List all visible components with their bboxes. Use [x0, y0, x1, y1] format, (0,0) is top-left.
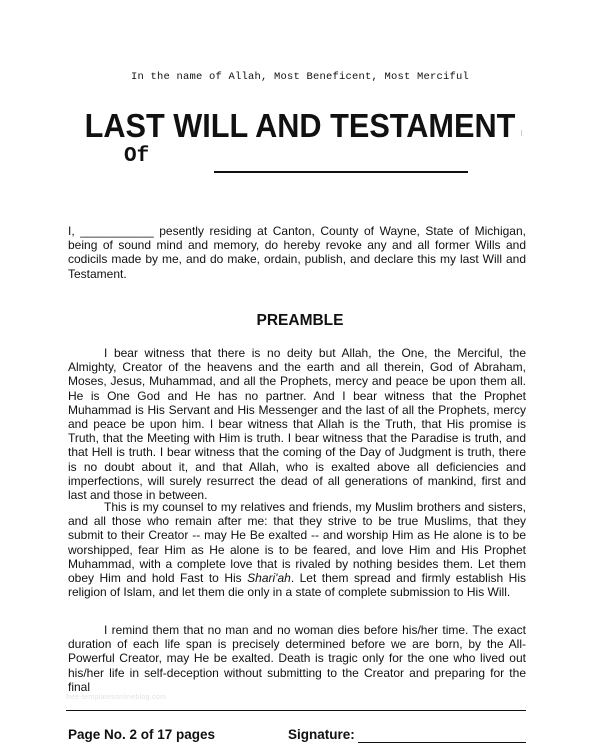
page-number: Page No. 2 of 17 pages	[68, 727, 216, 742]
preamble-paragraph-1: I bear witness that there is no deity but Allah, the One, the Merciful, the Almighty, Creator of the heavens and the earth and all therein, God of Abraham, Moses, Jesus, Muhammad, and all the Prophets, mercy and peace be upon them all. He is One God and He has no partner. And I bear witness that the Prophet Muhammad is His Servant and His Messenger and the last of all the Prophets, mercy and peace be upon him. I bear witness that Allah is the Truth, that His promise is Truth, that the Meeting with Him is truth. I bear witness that the Paradise is truth, and that Hell is truth. I bear witness that the coming of the Day of Judgment is truth, there is no doubt about it, and that Allah, who is exalted above all deficiencies and imperfections, will surely resurrect the dead of all generations of mankind, first and last and those in between.	[68, 346, 526, 503]
shariah-term: Shari'ah	[247, 571, 291, 586]
intro-paragraph: I, ___________ pesently residing at Canton, County of Wayne, State of Michigan, being of sound mind and memory, do hereby revoke any and all former Wills and codicils made by me, and do make, ordain, publish, and declare this my last Will and Testament.	[68, 224, 526, 281]
signature-label: Signature:	[288, 727, 355, 742]
preamble-paragraph-3: I remind them that no man and no woman dies before his/her time. The exact duration of each life span is precisely determined before we are born, by the All-Powerful Creator, may He be exalted. Death is tragic only for the one who lived out his/her life in self-deception without submitting to the Creator and preparing for the final	[68, 623, 526, 694]
preamble-paragraph-2	[68, 500, 526, 599]
watermark-text: free-templatesonlineblog.com	[66, 694, 167, 701]
preamble-heading: PREAMBLE	[256, 312, 344, 329]
footer-divider	[66, 710, 526, 711]
scan-mark	[521, 130, 522, 136]
paragraph-2-text-b: . Let them spread and firmly establish His religion of Islam, and let them die only in a state of complete submission to His Will.	[68, 571, 526, 600]
bismillah-line: In the name of Allah, Most Beneficent, Most Merciful	[130, 71, 470, 83]
of-label: Of	[124, 145, 150, 168]
document-title: LAST WILL AND TESTAMENT	[84, 107, 516, 144]
testator-name-line	[214, 171, 468, 173]
signature-line	[358, 742, 526, 743]
paragraph-2-text-a: This is my counsel to my relatives and friends, my Muslim brothers and sisters, and all those who remain after me: that they strive to be true Muslims, that they submit to their Creator -- may He Be exalted -- and worship Him as He alone is to be worshipped, fear Him as He alone is to be feared, and love Him and His Prophet Muhammad, with a complete love that is rivaled by nothing besides them. Let them obey Him and hold Fast to His	[68, 500, 526, 586]
